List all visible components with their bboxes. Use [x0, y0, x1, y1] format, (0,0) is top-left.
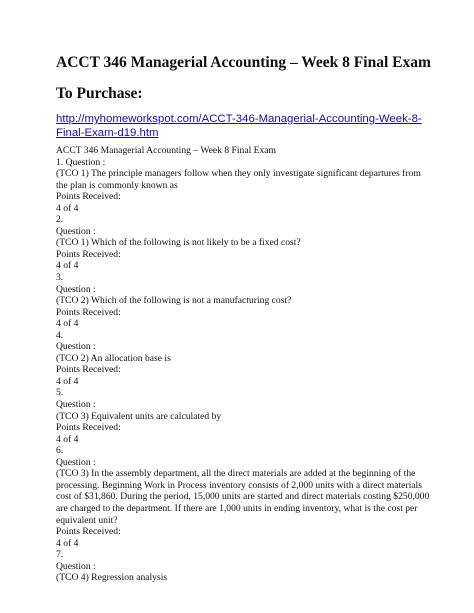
body-line: 4 of 4: [56, 537, 79, 549]
body-line: (TCO 2) An allocation base is: [56, 352, 171, 364]
body-line: Points Received:: [56, 364, 121, 376]
body-line: (TCO 3) Equivalent units are calculated by: [56, 410, 222, 422]
body-line: 3.: [56, 272, 64, 284]
body-line: 1. Question :: [56, 156, 106, 168]
body-line: 4.: [56, 329, 64, 341]
purchase-link-line-1[interactable]: http://myhomeworkspot.com/ACCT-346-Managerial-Accounting-Week-8-: [56, 113, 422, 125]
purchase-heading: To Purchase:: [56, 85, 143, 102]
body-line: Points Received:: [56, 248, 121, 260]
body-line: Points Received:: [56, 526, 121, 538]
body-line: Question :: [56, 456, 96, 468]
body-line: (TCO 2) Which of the following is not a manufacturing cost?: [56, 295, 292, 307]
body-line: equivalent unit?: [56, 514, 118, 526]
body-line: cost of $31,860. During the period, 15,000 units are started and direct materials costing $250,000: [56, 491, 430, 503]
body-line: 6.: [56, 445, 64, 457]
exam-body: [56, 145, 430, 584]
body-line: 4 of 4: [56, 433, 79, 445]
body-line: 2.: [56, 214, 64, 226]
body-line: processing. Beginning Work in Process inventory consists of 2,000 units with a direct materials: [56, 479, 422, 491]
body-line: (TCO 4) Regression analysis: [56, 572, 168, 584]
purchase-link-line-2[interactable]: Final-Exam-d19.htm: [56, 127, 159, 139]
body-line: are charged to the department. If there are 1,000 units in ending inventory, what is the cost per: [56, 502, 418, 514]
body-line: Question :: [56, 225, 96, 237]
body-line: (TCO 1) The principle managers follow when they only investigate significant departures from: [56, 168, 421, 180]
body-line: Question :: [56, 283, 96, 295]
body-line: 4 of 4: [56, 260, 79, 272]
body-line: (TCO 3) In the assembly department, all the direct materials are added at the beginning of the: [56, 468, 416, 480]
purchase-link[interactable]: [56, 112, 426, 140]
body-line: Question :: [56, 560, 96, 572]
body-line: 4 of 4: [56, 375, 79, 387]
body-line: 4 of 4: [56, 202, 79, 214]
body-line: Question :: [56, 399, 96, 411]
body-line: 7.: [56, 549, 64, 561]
body-line: ACCT 346 Managerial Accounting – Week 8 Final Exam: [56, 145, 277, 156]
body-line: the plan is commonly known as: [56, 179, 178, 191]
body-line: 5.: [56, 387, 64, 399]
body-line: Points Received:: [56, 422, 121, 434]
body-line: 4 of 4: [56, 318, 79, 330]
body-line: Points Received:: [56, 306, 121, 318]
body-line: Points Received:: [56, 191, 121, 203]
body-line: (TCO 1) Which of the following is not likely to be a fixed cost?: [56, 237, 301, 249]
document-title: ACCT 346 Managerial Accounting – Week 8 Final Exam: [56, 54, 431, 71]
body-line: Question :: [56, 341, 96, 353]
